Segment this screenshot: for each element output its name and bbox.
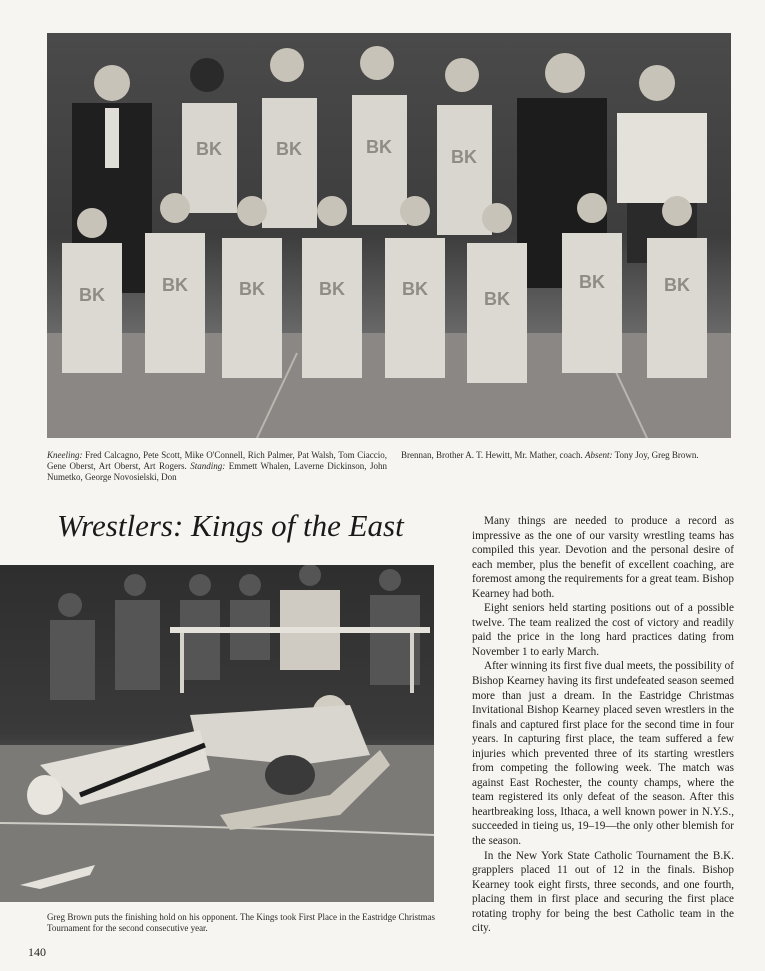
article-paragraph: Many things are needed to produce a record as impressive as the one of our varsity wrestling teams has compiled this year. Devotion and the personal desire of each member, plus the benefit of excellent coaching, are foremost among the requirements for a great team. Bishop Kearney had both. [472,515,734,600]
absent-names: Tony Joy, Greg Brown. [612,450,699,460]
absent-label: Absent: [585,450,613,460]
jersey-kneeling-7: BK [579,272,605,292]
team-photo-caption-right [401,450,731,461]
article-paragraph: After winning its first five dual meets, the possibility of Bishop Kearney having its first undefeated season seemed more than just a dream. In the Eastridge Christmas Invitational Bishop Kearney placed seven wrestlers in the finals and captured first place for the second time in four years. In capturing first place, the team suffered a few injuries which prevented three of its starting wrestlers from competing the following week. The match was against East Rochester, the county champs, where the team registered its only defeat of the season. After this heartbreaking loss, Ithaca, a well known power in N.Y.S., succeeded in tieing us, 19–19—the only other blemish for the season. [472,660,734,848]
jersey-kneeling-5: BK [402,279,428,299]
standing-names-part1: Emmett Whalen, Laverne Dickinson, John Numetko, George Novosielski, Don [47,461,387,482]
jersey-kneeling-8: BK [664,275,690,295]
action-photo-caption: Greg Brown puts the finishing hold on his opponent. The Kings took First Place in the Eastridge Christmas Tournament for the second consecutive year. [47,912,435,933]
article-body [472,514,734,936]
kneeling-names: Fred Calcagno, Pete Scott, Mike O'Connell, Rich Palmer, Pat Walsh, Tom Ciaccio, Gene Oberst, Art Oberst, Art Rogers. [47,450,387,471]
jersey-standing-4: BK [451,147,477,167]
jersey-kneeling-4: BK [319,279,345,299]
article-paragraph: In the New York State Catholic Tournament the B.K. grapplers placed 11 out of 12 in the finals. Bishop Kearney took eight firsts, three seconds, and one fourth, placing them in first place and securing the first place rotating trophy for being the best Catholic team in the city. [472,849,734,935]
jersey-standing-1: BK [196,139,222,159]
article-paragraph: Eight seniors held starting positions out of a possible twelve. The team realized the cost of victory and readily paid the price in the long hard practices dating from November 1 to early March. [472,602,734,658]
jersey-kneeling-2: BK [162,275,188,295]
team-photo-caption-left [47,450,387,483]
jersey-kneeling-1: BK [79,285,105,305]
jersey-standing-2: BK [276,139,302,159]
kneeling-label: Kneeling: [47,450,83,460]
jersey-kneeling-3: BK [239,279,265,299]
team-photo [47,33,731,438]
jersey-standing-3: BK [366,137,392,157]
page-headline: Wrestlers: Kings of the East [57,508,404,543]
action-photo [0,565,434,902]
standing-label: Standing: [190,461,226,471]
team-photo-illustration [47,33,731,438]
standing-names-part2: Brennan, Brother A. T. Hewitt, Mr. Mather, coach. [401,450,583,460]
page-number: 140 [28,945,46,959]
jersey-kneeling-6: BK [484,289,510,309]
action-photo-illustration [0,565,434,902]
